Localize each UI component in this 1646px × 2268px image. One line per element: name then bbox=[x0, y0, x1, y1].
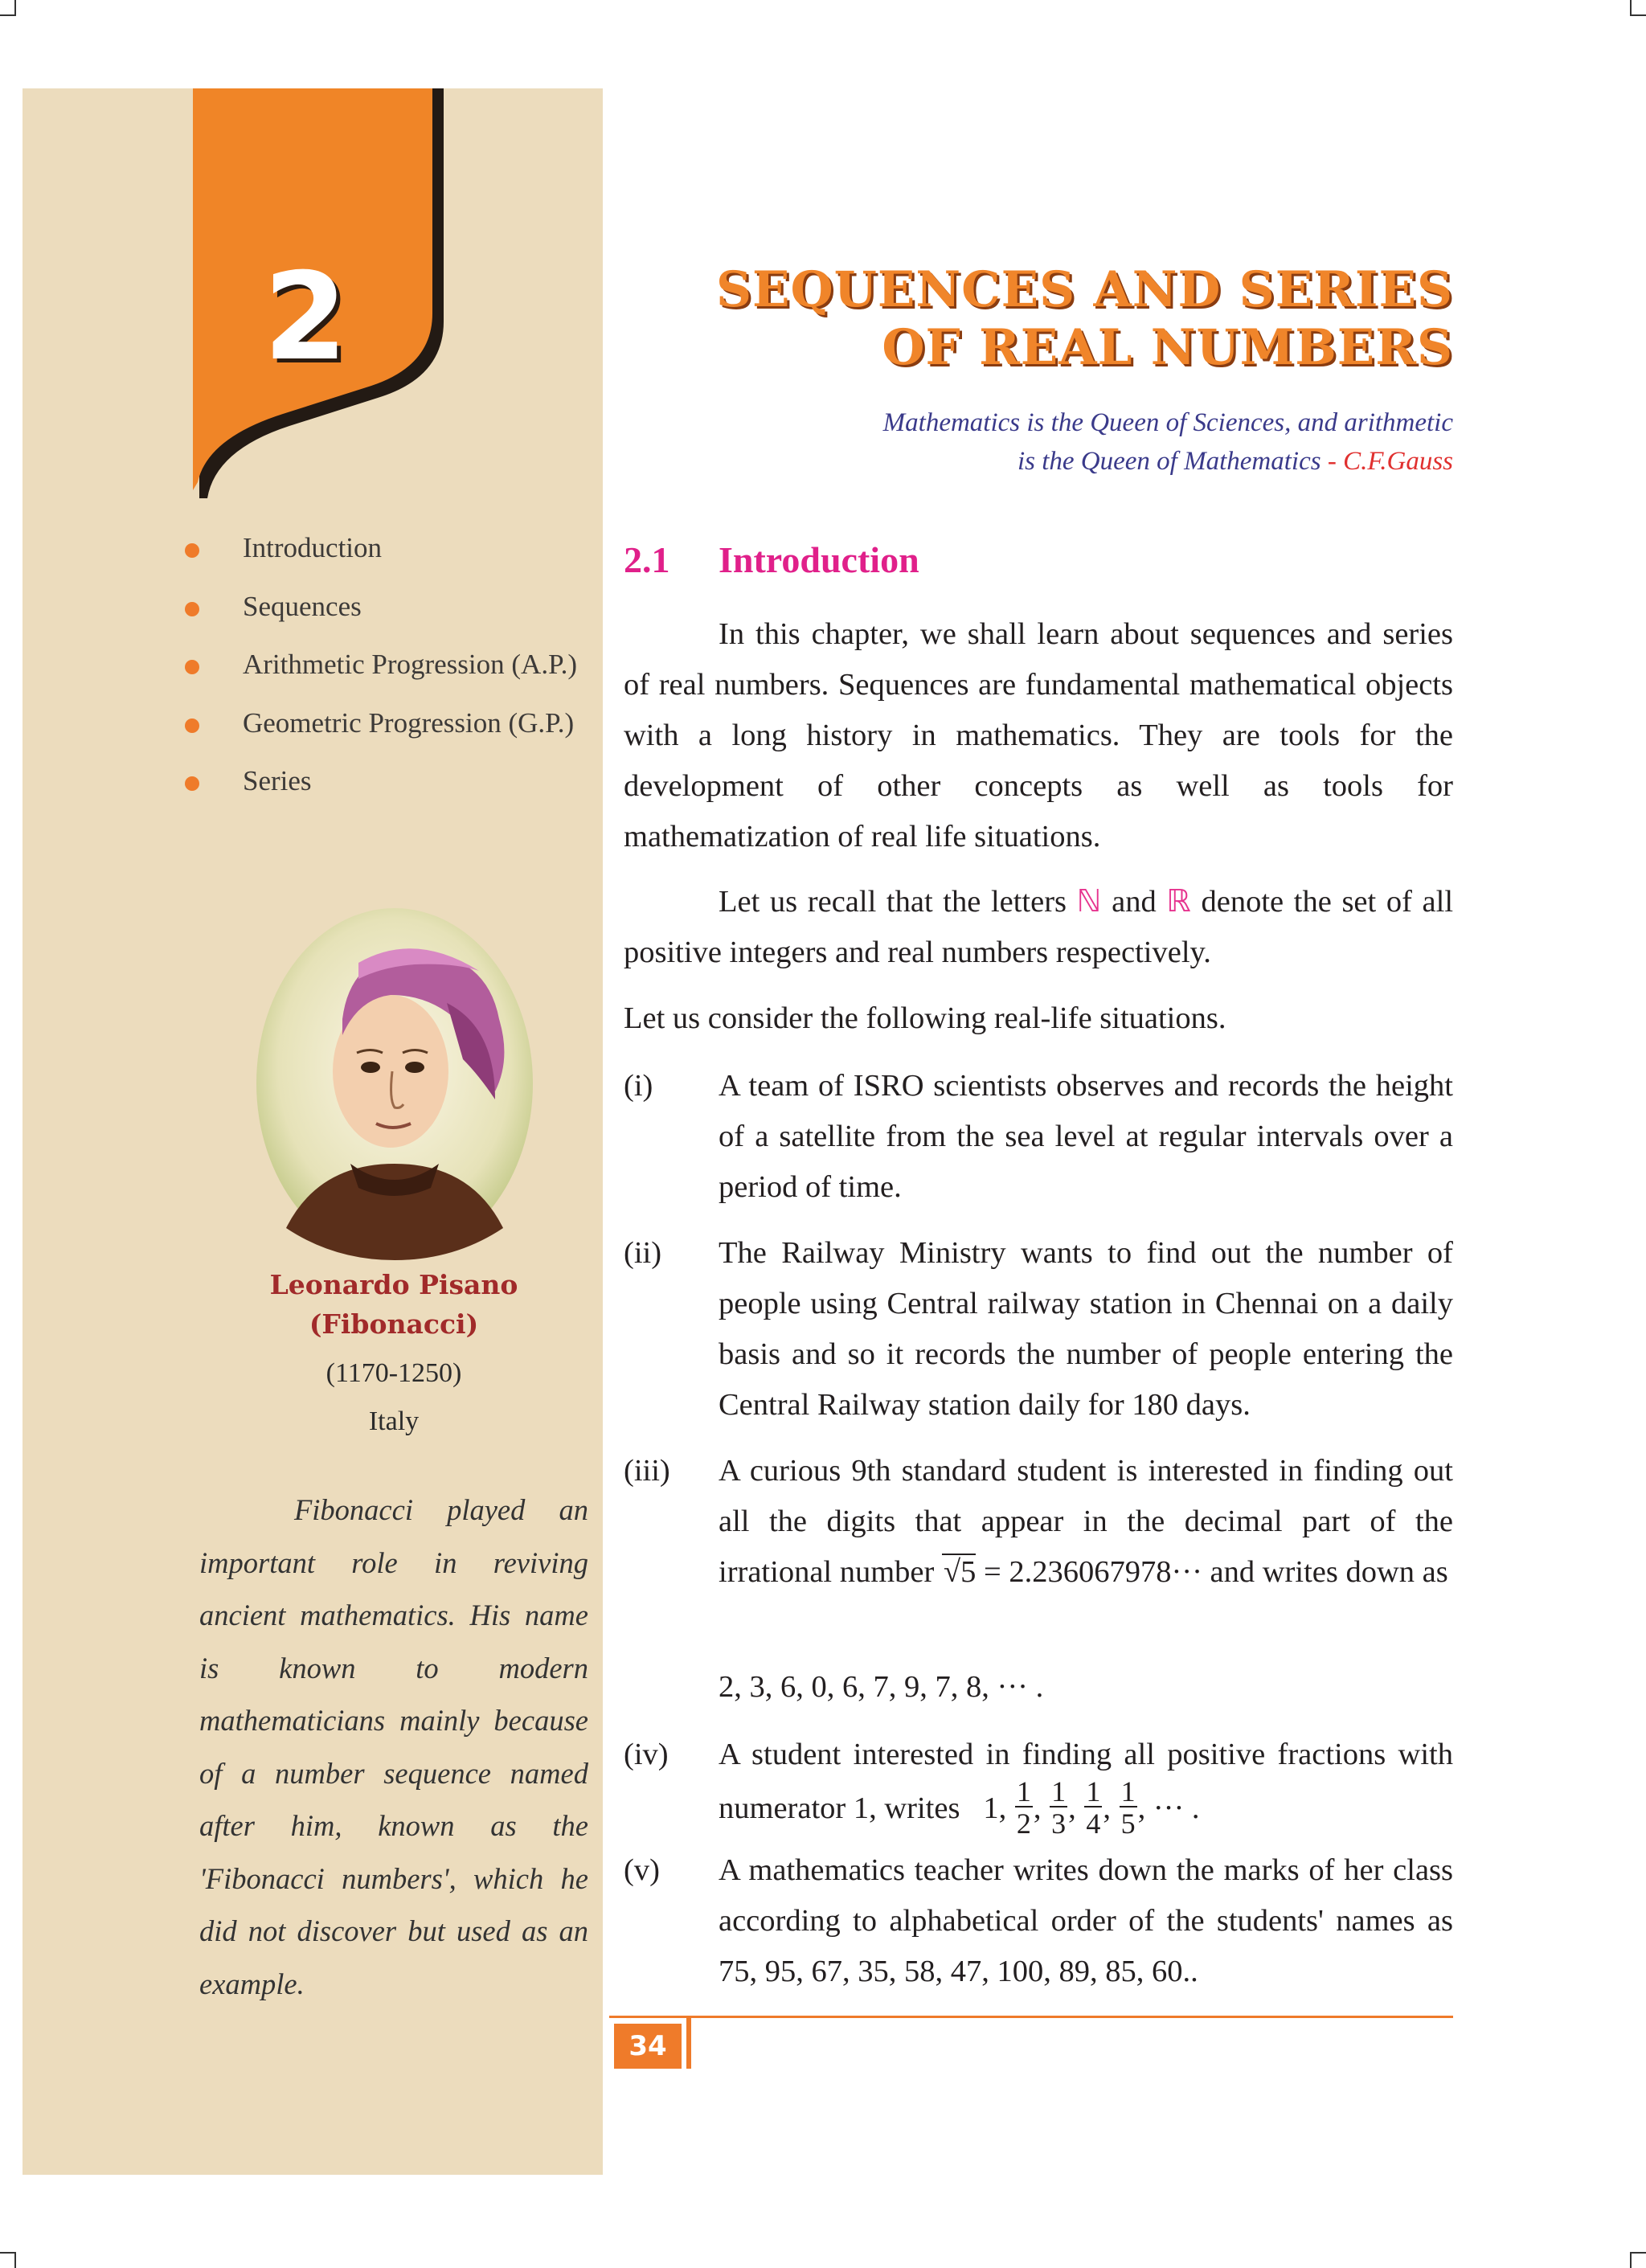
chapter-number: 2 bbox=[263, 248, 348, 387]
fraction bbox=[1084, 1777, 1102, 1838]
fraction-lead: 1, bbox=[983, 1791, 1007, 1825]
fraction bbox=[1120, 1777, 1137, 1838]
digit-sequence: 2, 3, 6, 0, 6, 7, 9, 7, 8, ··· . bbox=[719, 1670, 1044, 1704]
fraction-tail: ··· . bbox=[1153, 1791, 1200, 1825]
section-title: Introduction bbox=[719, 539, 919, 580]
toc-item bbox=[185, 592, 577, 651]
item-text-a: A curious 9th standard student is interested in finding out all the digits that appear in the decimal part of the irrational number bbox=[719, 1454, 1453, 1589]
bullet-icon bbox=[185, 660, 199, 674]
item-text: The Railway Ministry wants to find out the number of people using Central railway station in Chennai on a daily basis and so it records the number of people entering the Central Railway station daily for 180 days. bbox=[719, 1236, 1453, 1422]
situations-intro: Let us consider the following real-life situations. bbox=[624, 1001, 1226, 1035]
person-place: Italy bbox=[368, 1406, 420, 1436]
bullet-icon bbox=[185, 776, 199, 791]
chapter-title-line2: OF REAL NUMBERS bbox=[882, 319, 1453, 376]
toc-item-label: Series bbox=[243, 765, 312, 796]
toc-item-label: Introduction bbox=[243, 532, 383, 563]
toc-item bbox=[185, 534, 577, 592]
fraction-denominator: 4 bbox=[1086, 1807, 1101, 1840]
page-number: 34 bbox=[614, 2024, 682, 2069]
bullet-icon bbox=[185, 718, 199, 733]
section-heading bbox=[624, 538, 919, 581]
fraction-numerator: 1 bbox=[1016, 1775, 1031, 1807]
section-number: 2.1 bbox=[624, 539, 670, 580]
crop-mark-bl-v bbox=[14, 2252, 16, 2268]
crop-mark-br-h bbox=[1630, 2252, 1646, 2254]
notation-text-a: Let us recall that the letters bbox=[719, 885, 1067, 919]
epigraph-text: is the Queen of Mathematics bbox=[1017, 447, 1321, 476]
crop-mark-bl-h bbox=[0, 2252, 16, 2254]
chapter-contents-list bbox=[185, 534, 577, 825]
fraction-denominator: 5 bbox=[1120, 1807, 1136, 1840]
item-text-b: = 2.236067978··· and writes down as bbox=[983, 1555, 1448, 1589]
item-label: (v) bbox=[624, 1853, 660, 1887]
item-label: (iv) bbox=[624, 1738, 669, 1771]
toc-item bbox=[185, 650, 577, 709]
fraction-numerator: 1 bbox=[1086, 1775, 1101, 1807]
item-label: (iii) bbox=[624, 1454, 670, 1488]
bullet-icon bbox=[185, 602, 199, 616]
toc-item-label: Sequences bbox=[243, 590, 362, 622]
person-biography: Fibonacci played an important role in reviving ancient mathematics. His name is known to modern mathematicians mainly because of a number sequence named after him, known as the 'Fibonacci numbers', which he did not discover but used as an example. bbox=[199, 1493, 588, 2000]
crop-mark-br-v bbox=[1630, 2252, 1632, 2268]
toc-item-label: Arithmetic Progression (A.P.) bbox=[243, 649, 578, 680]
page-number-accent bbox=[686, 2018, 691, 2069]
fraction-denominator: 3 bbox=[1051, 1807, 1067, 1840]
sqrt-symbol: √5 bbox=[943, 1555, 977, 1589]
person-name-line1: Leonardo Pisano bbox=[269, 1269, 518, 1300]
notation-paragraph bbox=[624, 876, 1453, 978]
bullet-icon bbox=[185, 543, 199, 558]
item-label: (ii) bbox=[624, 1236, 662, 1270]
item-text: A team of ISRO scientists observes and records the height of a satellite from the sea level at regular intervals over a period of time. bbox=[719, 1069, 1453, 1204]
person-years: (1170-1250) bbox=[326, 1358, 462, 1388]
toc-item bbox=[185, 767, 577, 825]
notation-text-b: denote the set of all positive integers and real numbers respectively. bbox=[624, 885, 1454, 969]
reals-symbol: ℝ bbox=[1166, 883, 1191, 919]
item-text: A student interested in finding all positive fractions with numerator 1, writes 1, $\frac{1}{2}$ , $\frac{1}{3}$ , $\frac{1}{4}$ , $\frac{1}{5}$ , ··· . bbox=[719, 1738, 1453, 1840]
item-text bbox=[719, 1446, 1453, 1598]
fibonacci-portrait bbox=[254, 907, 535, 1260]
toc-item-label: Geometric Progression (G.P.) bbox=[243, 706, 575, 739]
sqrt-argument: 5 bbox=[960, 1555, 977, 1589]
fraction-denominator: 2 bbox=[1016, 1807, 1031, 1840]
naturals-symbol: ℕ bbox=[1076, 883, 1102, 919]
item-text-a: A student interested in finding all positive fractions with numerator 1, writes bbox=[719, 1738, 1453, 1825]
intro-paragraph: In this chapter, we shall learn about sequences and series of real numbers. Sequences are fundamental mathematical objects with a long history in mathematics. They are tools for the development of other concepts as well as tools for mathematization of real life situations. bbox=[624, 617, 1453, 854]
footer-rule bbox=[609, 2016, 1453, 2018]
item-text: A mathematics teacher writes down the marks of her class according to alphabetical order of the students' names as 75, 95, 67, 35, 58, 47, 100, 89, 85, 60.. bbox=[719, 1853, 1453, 1988]
notation-and: and bbox=[1112, 885, 1157, 919]
fraction bbox=[1050, 1777, 1067, 1838]
epigraph-line1: Mathematics is the Queen of Sciences, and arithmetic bbox=[882, 408, 1453, 437]
item-label: (i) bbox=[624, 1069, 653, 1103]
chapter-title-line1: SEQUENCES AND SERIES bbox=[715, 261, 1453, 318]
person-name-line2: (Fibonacci) bbox=[309, 1308, 479, 1340]
toc-item bbox=[185, 706, 577, 768]
fraction-numerator: 1 bbox=[1120, 1775, 1136, 1807]
fraction-numerator: 1 bbox=[1051, 1775, 1067, 1807]
epigraph-line2 bbox=[1017, 447, 1453, 477]
epigraph-author: - C.F.Gauss bbox=[1327, 447, 1453, 476]
fraction bbox=[1015, 1777, 1033, 1838]
